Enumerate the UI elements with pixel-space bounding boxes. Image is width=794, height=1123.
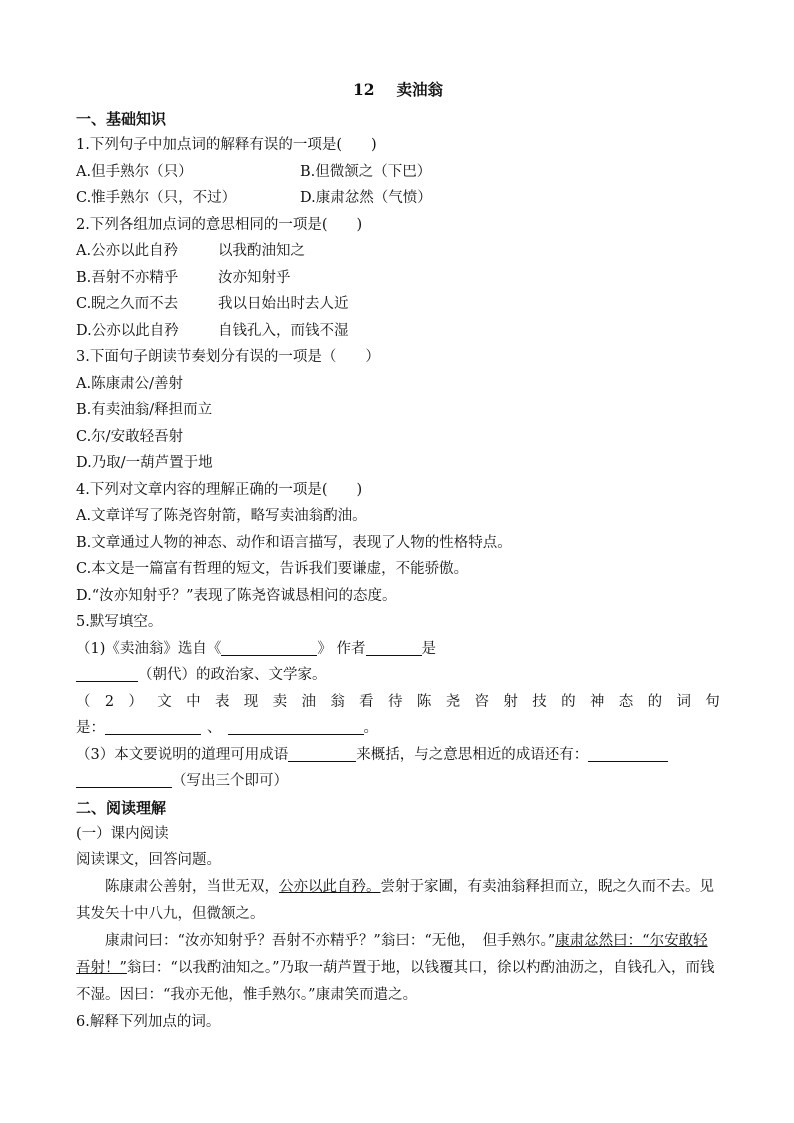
q5-p2-char: 文 — [157, 693, 172, 710]
q5-p2-char: 2 — [104, 693, 115, 710]
q5-p1-text-a: （1)《卖油翁》选自《 — [76, 640, 222, 657]
q2-option-a-left: A.公亦以此自矜 — [76, 243, 179, 259]
q4-option-c: C.本文是一篇富有哲理的短文，告诉我们要谦虚，不能骄傲。 — [76, 561, 469, 577]
q2-option-c-left: C.睨之久而不去 — [76, 296, 179, 312]
q5-p2-char: 词 — [676, 693, 691, 710]
q5-p2-char: 神 — [589, 693, 605, 710]
subsection-in-class-reading: (一）课内阅读 — [76, 825, 169, 842]
q3-option-d: D.乃取/一葫芦置于地 — [76, 455, 213, 471]
q5-part-1-line-2 — [76, 662, 720, 689]
q5-part-3-line-2 — [76, 768, 720, 795]
passage-paragraph-1 — [76, 874, 720, 928]
q2-option-b — [76, 265, 720, 292]
question-4-stem: 4.下列对文章内容的理解正确的一项是( ) — [76, 481, 363, 498]
q5-p2-char: 待 — [388, 693, 403, 710]
q5-part-1-line-1 — [76, 636, 720, 663]
lesson-number: 12 — [352, 80, 375, 99]
page-title — [76, 78, 720, 102]
q5-p1-text-b: 》 作者 — [317, 640, 366, 657]
passage-p2-text-b: 翁曰：“以我酌油知之。”乃取一葫芦置于地，以钱覆其口，徐以杓酌油沥之，自钱孔入，而钱不湿。因曰：“我亦无他，惟手熟尔。”康肃笑而遣之。 — [76, 959, 715, 1003]
q5-p2-char: 看 — [359, 693, 374, 710]
q5-part-2-line-1 — [76, 689, 720, 716]
q1-option-c: C.惟手熟尔（只，不过） — [76, 190, 237, 206]
q5-p2-text-b: 是： — [76, 720, 105, 736]
q5-p2-char: 态 — [618, 693, 634, 710]
q5-p2-char: 表 — [214, 693, 230, 710]
q5-p2-end: 。 — [363, 720, 378, 736]
q2-option-d — [76, 318, 720, 345]
q2-option-a-right: 以我酌油知之 — [218, 243, 305, 259]
q1-option-d: D.康肃忿然（气愤） — [300, 190, 432, 206]
q3-option-c: C.尔/安敢轻吾射 — [76, 428, 184, 445]
q5-p2-char: 的 — [647, 693, 663, 710]
q5-p2-char: （ — [76, 693, 91, 710]
q5-p2-char: 尧 — [445, 693, 461, 710]
q2-option-b-left: B.吾射不亦精乎 — [76, 269, 179, 286]
q5-p3-text-c: （写出三个即可） — [172, 773, 288, 789]
q2-option-a — [76, 238, 720, 265]
q5-blank-idiom[interactable] — [288, 745, 356, 762]
passage-p1-text-b: 尝射于家圃，有卖油翁释担而立，睨之久而不去。见其发矢十中八九，但微颔之。 — [76, 878, 714, 922]
q5-blank-phrase-1[interactable] — [105, 718, 201, 735]
reading-instruction: 阅读课文，回答问题。 — [76, 852, 221, 868]
q3-option-a: A.陈康肃公/善射 — [76, 375, 183, 392]
q2-option-d-left: D.公亦以此自矜 — [76, 322, 179, 339]
q5-p2-char: ） — [128, 693, 143, 710]
q5-p1-text-c: 是 — [421, 640, 436, 657]
q5-part-3-line-1 — [76, 742, 720, 769]
passage-p1-underlined: 公亦以此自矜。 — [279, 878, 381, 895]
passage-p2-underlined: 康肃忿然曰：“尔安敢轻吾射！” — [76, 932, 708, 976]
q2-option-d-right: 自钱孔入，而钱不湿 — [218, 322, 349, 339]
q2-option-c — [76, 291, 720, 318]
q5-blank-similar-idioms-1[interactable] — [588, 745, 668, 762]
q5-blank-phrase-2[interactable] — [228, 718, 364, 735]
question-3-stem: 3.下面句子朗读节奏划分有误的一项是（ ） — [76, 349, 380, 365]
q4-option-b: B.文章通过人物的神态、动作和语言描写，表现了人物的性格特点。 — [76, 534, 512, 551]
q5-p2-separator: 、 — [207, 720, 222, 736]
section-reading: 二、阅读理解 — [76, 798, 167, 817]
passage-p2-text-a: 康肃问曰：“汝亦知射乎？吾射不亦精乎？”翁曰：“无他， 但手熟尔。” — [105, 932, 556, 949]
q5-blank-similar-idioms-2[interactable] — [76, 771, 172, 788]
q5-part-2-line-2 — [76, 715, 720, 742]
q5-p2-char: 咨 — [474, 693, 490, 710]
q1-option-a: A.但手熟尔（只） — [76, 163, 193, 180]
passage-paragraph-2 — [76, 928, 720, 1009]
q5-p1-text-d: （朝代）的政治家、文学家。 — [138, 667, 327, 683]
q5-p2-char: 翁 — [330, 693, 345, 710]
q3-option-b: B.有卖油翁/释担而立 — [76, 402, 213, 418]
q4-option-a: A.文章详写了陈尧咨射箭，略写卖油翁酌油。 — [76, 508, 367, 524]
q5-blank-dynasty[interactable] — [76, 665, 138, 682]
section-basic-knowledge: 一、基础知识 — [76, 110, 167, 128]
question-1-options-row-2 — [76, 185, 720, 212]
passage-p1-text-a: 陈康肃公善射，当世无双， — [105, 878, 279, 895]
question-2-stem: 2.下列各组加点词的意思相同的一项是( ) — [76, 216, 363, 233]
q5-p2-char: 中 — [186, 693, 201, 710]
question-1-stem: 1.下列句子中加点词的解释有误的一项是( ) — [76, 137, 377, 153]
q5-blank-author[interactable] — [366, 639, 422, 656]
q5-p2-char: 句 — [705, 693, 720, 710]
q5-p2-char: 陈 — [416, 693, 432, 710]
q4-option-d: D.“汝亦知射乎？”表现了陈尧咨诚恳相问的态度。 — [76, 587, 397, 604]
q5-p3-text-a: （3）本文要说明的道理可用成语 — [76, 746, 289, 763]
question-1-options-row-1 — [76, 159, 720, 186]
q5-p2-char: 卖 — [272, 693, 288, 710]
q5-p3-text-b: 来概括，与之意思相近的成语还有： — [356, 746, 589, 763]
q5-p2-char: 现 — [243, 693, 259, 710]
q5-p2-char: 射 — [503, 693, 518, 710]
q5-p2-char: 油 — [301, 693, 316, 710]
lesson-title: 卖油翁 — [396, 80, 444, 99]
q5-p2-char: 的 — [561, 693, 576, 710]
q5-blank-source-book[interactable] — [221, 639, 317, 656]
q5-p2-char: 技 — [532, 693, 547, 710]
worksheet — [76, 78, 720, 1035]
q2-option-b-right: 汝亦知射乎 — [218, 269, 291, 286]
q1-option-b: B.但微颔之（下巴） — [300, 163, 432, 180]
question-6-stem: 6.解释下列加点的词。 — [76, 1013, 221, 1030]
question-5-stem: 5.默写填空。 — [76, 614, 163, 630]
q2-option-c-right: 我以日始出时去人近 — [218, 296, 349, 312]
